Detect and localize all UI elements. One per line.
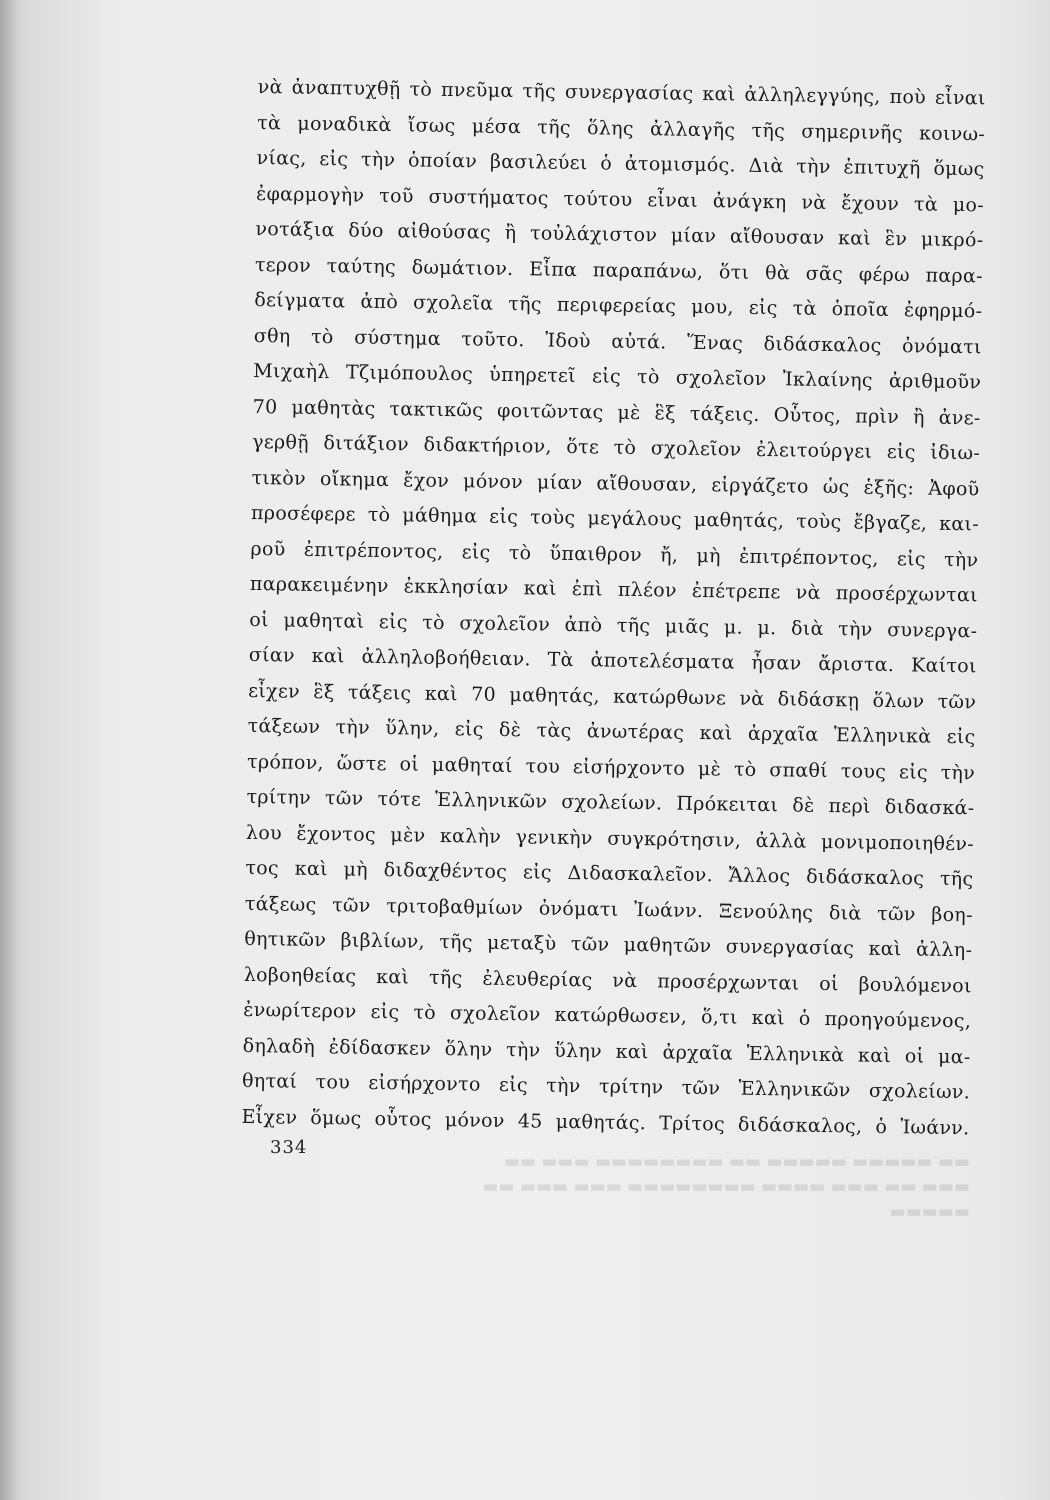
text-line: θηταί του εἰσήρχοντο εἰς τὴν τρίτην τῶν Ἑλληνικῶν σχολείων. [241, 1069, 971, 1104]
text-line: Μιχαὴλ Τζιμόπουλος ὑπηρετεῖ εἰς τὸ σχολεῖον Ἰκλαίνης ἀριθμοῦν [253, 359, 982, 394]
text-line: προσέφερε τὸ μάθημα εἰς τοὺς μεγάλους μαθητάς, τοὺς ἔβγαζε, και- [250, 501, 980, 536]
body-text [241, 70, 986, 1146]
text-line: ροῦ ἐπιτρέποντος, εἰς τὸ ὕπαιθρον ἤ, μὴ ἐπιτρέποντος, εἰς τὴν [250, 537, 979, 571]
bleed-line: ▬▬▬ ▬▬ ▬▬▬ ▬▬▬▬ ▬▬▬▬▬▬▬▬ ▬▬▬ ▬▬▬ ▬▬ [482, 1177, 970, 1197]
text-line: τρίτην τῶν τότε Ἑλληνικῶν σχολείων. Πρόκειται δὲ περὶ διδασκά- [246, 785, 975, 820]
text-line: τάξεως τῶν τριτοβαθμίων ὀνόματι Ἰωάνν. Ξενούλης διὰ τῶν βοη- [244, 892, 973, 926]
text-line: Εἶχεν ὅμως οὗτος μόνον 45 μαθητάς. Τρίτος διδάσκαλος, ὁ Ἰωάνν. [241, 1105, 970, 1139]
page-number: 334 [270, 1137, 308, 1158]
text-line: νίας, εἰς τὴν ὁποίαν βασιλεύει ὁ ἀτομισμός. Διὰ τὴν ἐπιτυχῆ ὅμως [256, 146, 985, 181]
page-edge-shadow [0, 0, 18, 1500]
text-line: δηλαδὴ ἐδίδασκεν ὅλην τὴν ὕλην καὶ ἀρχαῖα Ἑλληνικὰ καὶ οἱ μα- [242, 1034, 971, 1068]
bleed-line: ▬▬ ▬▬▬▬▬ ▬▬▬▬▬ ▬▬ ▬▬▬▬▬▬▬▬ ▬▬▬ ▬▬ [503, 1152, 970, 1172]
text-line: τικὸν οἴκημα ἔχον μόνον μίαν αἴθουσαν, εἰργάζετο ὡς ἑξῆς: Ἀφοῦ [251, 466, 980, 500]
text-line: ἐνωρίτερον εἰς τὸ σχολεῖον κατώρθωσεν, ὅ,τι καὶ ὁ προηγούμενος, [243, 998, 972, 1033]
text-line: παρακειμένην ἐκκλησίαν καὶ ἐπὶ πλέον ἐπέτρεπε νὰ προσέρχωνται [249, 572, 979, 607]
text-line: τρόπον, ὥστε οἱ μαθηταί του εἰσήρχοντο μὲ τὸ σπαθί τους εἰς τὴν [246, 750, 976, 784]
text-line: εἶχεν ἓξ τάξεις καὶ 70 μαθητάς, κατώρθωνε νὰ διδάσκῃ ὅλων τῶν [248, 679, 977, 713]
text-line: λου ἔχοντος μὲν καλὴν γενικὴν συγκρότησιν, ἀλλὰ μονιμοποιηθέν- [245, 821, 975, 855]
text-line: τὰ μοναδικὰ ἴσως μέσα τῆς ὅλης ἀλλαγῆς τῆς σημερινῆς κοινω- [257, 111, 986, 145]
text-line: τερον ταύτης δωμάτιον. Εἶπα παραπάνω, ὅτι θὰ σᾶς φέρω παρα- [254, 253, 984, 287]
bleed-line: ▬▬▬▬▬ [889, 1202, 970, 1222]
text-line: οἱ μαθηταὶ εἰς τὸ σχολεῖον ἀπὸ τῆς μιᾶς μ. μ. διὰ τὴν συνεργα- [249, 608, 978, 642]
text-line: νὰ ἀναπτυχθῇ τὸ πνεῦμα τῆς συνεργασίας καὶ ἀλληλεγγύης, ποὺ εἶναι [257, 75, 986, 110]
text-line: θητικῶν βιβλίων, τῆς μεταξὺ τῶν μαθητῶν συνεργασίας καὶ ἀλλη- [244, 927, 973, 962]
text-line: σίαν καὶ ἀλληλοβοήθειαν. Τὰ ἀποτελέσματα ἦσαν ἄριστα. Καίτοι [248, 643, 977, 678]
text-line: λοβοηθείας καὶ τῆς ἐλευθερίας νὰ προσέρχωνται οἱ βουλόμενοι [243, 963, 972, 997]
text-line: δείγματα ἀπὸ σχολεῖα τῆς περιφερείας μου, εἰς τὰ ὁποῖα ἐφηρμό- [254, 288, 983, 323]
show-through-text [330, 1150, 970, 1225]
text-line: τος καὶ μὴ διδαχθέντος εἰς Διδασκαλεῖον. Ἄλλος διδάσκαλος τῆς [245, 856, 974, 891]
text-line: νοτάξια δύο αἰθούσας ἢ τοὐλάχιστον μίαν αἴθουσαν καὶ ἓν μικρό- [255, 217, 984, 252]
text-line: ἐφαρμογὴν τοῦ συστήματος τούτου εἶναι ἀνάγκη νὰ ἔχουν τὰ μο- [255, 182, 985, 216]
text-line: σθη τὸ σύστημα τοῦτο. Ἰδοὺ αὐτά. Ἕνας διδάσκαλος ὀνόματι [253, 324, 982, 358]
text-line: τάξεων τὴν ὕλην, εἰς δὲ τὰς ἀνωτέρας καὶ ἀρχαῖα Ἑλληνικὰ εἰς [247, 714, 976, 749]
text-line: 70 μαθητὰς τακτικῶς φοιτῶντας μὲ ἓξ τάξεις. Οὗτος, πρὶν ἢ ἀνε- [252, 395, 981, 429]
text-line: γερθῇ διτάξιον διδακτήριον, ὅτε τὸ σχολεῖον ἐλειτούργει εἰς ἰδιω- [251, 430, 981, 465]
